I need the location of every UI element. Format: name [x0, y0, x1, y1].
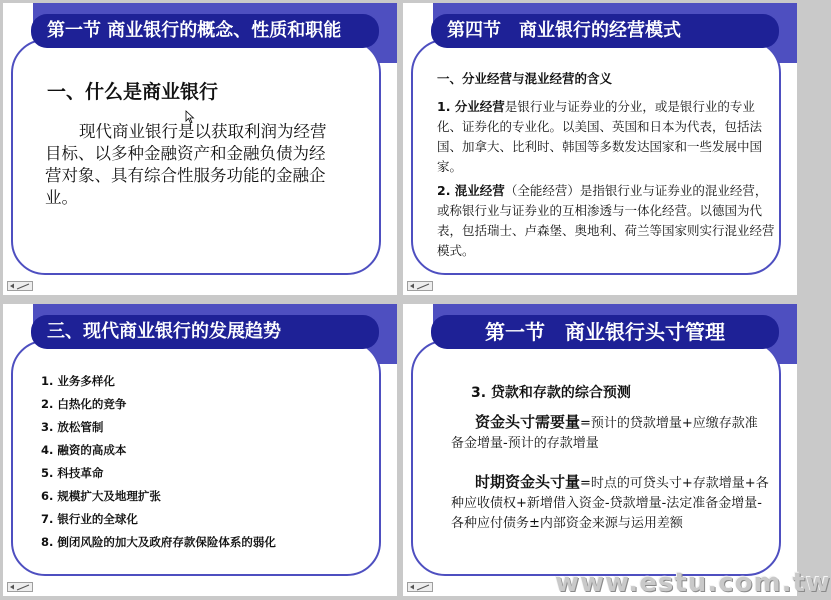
- formula-2-text: =时点的可贷头寸+存款增量+各种应收债权+新增借入资金-贷款增量-法定准备金增量-各种应付债务±内部资金来源与运用差额: [451, 476, 769, 531]
- paragraph-2-lead: 2. 混业经营: [437, 183, 505, 198]
- formula-1: [451, 412, 769, 454]
- slide-4[interactable]: [403, 304, 831, 598]
- slide-title: 第四节 商业银行的经营模式: [431, 14, 779, 48]
- formula-2: [451, 472, 769, 534]
- paragraph-1-lead: 1. 分业经营: [437, 99, 505, 114]
- formula-1-text: =预计的贷款增量+应缴存款准备金增量-预计的存款增量: [451, 416, 758, 451]
- formula-2-lead: 时期资金头寸量: [475, 473, 581, 491]
- list-item: 5. 科技革命: [41, 466, 104, 480]
- slide-heading: 一、什么是商业银行: [47, 81, 219, 103]
- trend-list: [41, 370, 276, 554]
- list-item: 1. 业务多样化: [41, 374, 115, 388]
- slide-body-text: 现代商业银行是以获取利润为经营目标、以多种金融资产和金融负债为经营对象、具有综合性服务功能的金融企业。: [45, 122, 327, 207]
- slide-nav-icon[interactable]: [407, 582, 433, 592]
- slide-frame: [411, 340, 781, 576]
- list-item: 8. 倒闭风险的加大及政府存款保险体系的弱化: [41, 535, 276, 549]
- slide-nav-icon[interactable]: [407, 281, 433, 291]
- mouse-cursor-icon: [186, 111, 194, 123]
- list-item: 6. 规模扩大及地理扩张: [41, 489, 161, 503]
- paragraph-1-text: 是银行业与证券业的分业，或是银行业的专业化、证券化的专业化。以美国、英国和日本为代表，包括法国、加拿大、比利时、韩国等多数发达国家和一些发展中国家。: [437, 99, 763, 174]
- slide-heading: 3. 贷款和存款的综合预测: [471, 385, 631, 401]
- slide-title: 三、现代商业银行的发展趋势: [31, 315, 379, 349]
- slide-2[interactable]: [403, 3, 797, 295]
- paragraph-2: [437, 181, 775, 261]
- list-item: 2. 白热化的竞争: [41, 397, 127, 411]
- list-item: 3. 放松管制: [41, 420, 104, 434]
- slide-3[interactable]: [3, 304, 397, 596]
- site-watermark: www.estu.com.tw: [555, 568, 831, 598]
- slide-heading: 一、分业经营与混业经营的含义: [437, 71, 613, 86]
- slide-nav-icon[interactable]: [7, 582, 33, 592]
- slide-1[interactable]: [3, 3, 397, 295]
- list-item: 4. 融资的高成本: [41, 443, 127, 457]
- formula-1-lead: 资金头寸需要量: [475, 413, 581, 431]
- list-item: 7. 银行业的全球化: [41, 512, 138, 526]
- slide-title: 第一节 商业银行的概念、性质和职能: [31, 14, 379, 48]
- paragraph-2-text: （全能经营）是指银行业与证券业的混业经营，或称银行业与证券业的互相渗透与一体化经营。以德国为代表，包括瑞士、卢森堡、奥地利、荷兰等国家则实行混业经营模式。: [437, 183, 775, 258]
- slide-title: 第一节 商业银行头寸管理: [431, 315, 779, 349]
- slide-nav-icon[interactable]: [7, 281, 33, 291]
- paragraph-1: [437, 97, 775, 177]
